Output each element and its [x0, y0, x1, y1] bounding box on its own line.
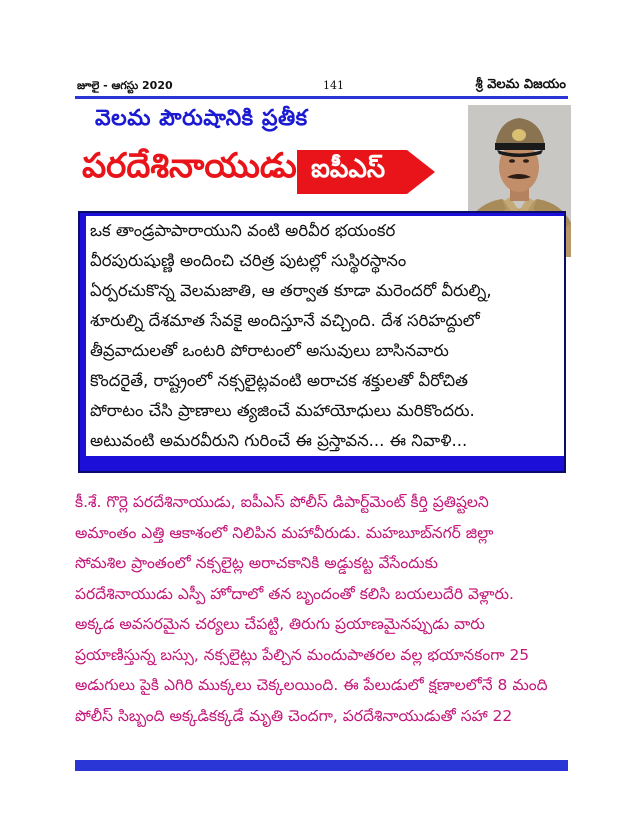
body-line: సోమశిల ప్రాంతంలో నక్సలైట్ల అరాచకానికి అడ్డుకట్ట వేసేందుకు [75, 554, 439, 572]
body-line: పోలీస్ సిబ్బంది అక్కడికక్కడే మృతి చెందగా, పరదేశినాయుడుతో సహా 22 [75, 706, 513, 725]
intro-line: ఒక తాండ్రపాపారాయుని వంటి అరివీర భయంకర [90, 221, 396, 240]
intro-line: ఏర్పరచుకొన్న వెలమజాతి, ఆ తర్వాత కూడా మరెందరో వీరుల్ని, [90, 281, 492, 300]
body-line: కీ.శే. గొర్లె పరదేశినాయుడు, ఐపీఎస్ పోలీస్ డిపార్ట్‌మెంట్ కీర్తి ప్రతిష్టలని [75, 493, 489, 511]
article-body [75, 487, 570, 731]
intro-line: తీవ్రవాదులతో ఒంటరి పోరాటంలో అసువులు బాసినవారు [90, 341, 449, 360]
intro-line: వీరపురుషుణ్ణి అందించి చరిత్ర పుటల్లో సుస్థిరస్థానం [90, 251, 407, 270]
body-line: అడుగులు పైకి ఎగిరి ముక్కలు చెక్కలయింది. ఈ పేలుడులో క్షణాలలోనే 8 మంది [75, 676, 548, 694]
footer-rule [75, 760, 568, 771]
body-line: అక్కడ అవసరమైన చర్యలు చేపట్టి, తిరుగు ప్రయాణమైనప్పుడు వారు [75, 615, 485, 633]
intro-line: అటువంటి అమరవీరుని గురించే ఈ ప్రస్తావన... ఈ నివాళి... [90, 431, 468, 450]
page-header [75, 79, 568, 95]
body-line: అమాంతం ఎత్తి ఆకాశంలో నిలిపిన మహావీరుడు. మహబూబ్‌నగర్ జిల్లా [75, 523, 494, 542]
page-number: 141 [323, 79, 344, 92]
article-subtitle: వెలమ పౌరుషానికి ప్రతీక [95, 106, 308, 131]
intro-line: శూరుల్ని దేశమాత సేవకై అందిస్తూనే వచ్చింది. దేశ సరిహద్దులో [90, 311, 480, 330]
header-rule [75, 96, 568, 99]
body-line: పరదేశినాయుడు ఎస్పీ హోదాలో తన బృందంతో కలిసి బయలుదేరి వెళ్లారు. [75, 584, 514, 603]
badge-label: ఐపీఎస్ [311, 154, 386, 184]
ips-badge [297, 150, 437, 194]
intro-line: పోరాటం చేసి ప్రాణాలు త్యజించే మహాయోధులు మరికొందరు. [90, 401, 475, 420]
intro-line: కొందరైతే, రాష్ట్రంలో నక్సలైట్లవంటి అరాచక శక్తులతో వీరోచిత [90, 371, 468, 390]
body-line: ప్రయాణిస్తున్న బస్సు, నక్సలైట్లు పేల్చిన మందుపాతరల వల్ల భయానకంగా 25 [75, 645, 530, 664]
magazine-name: శ్రీ వెలమ విజయం [475, 77, 566, 92]
article-title: పరదేశినాయుడు [82, 146, 297, 186]
intro-box [78, 211, 566, 473]
intro-text [86, 216, 564, 456]
issue-date: జూలై - ఆగస్టు 2020 [77, 79, 173, 92]
